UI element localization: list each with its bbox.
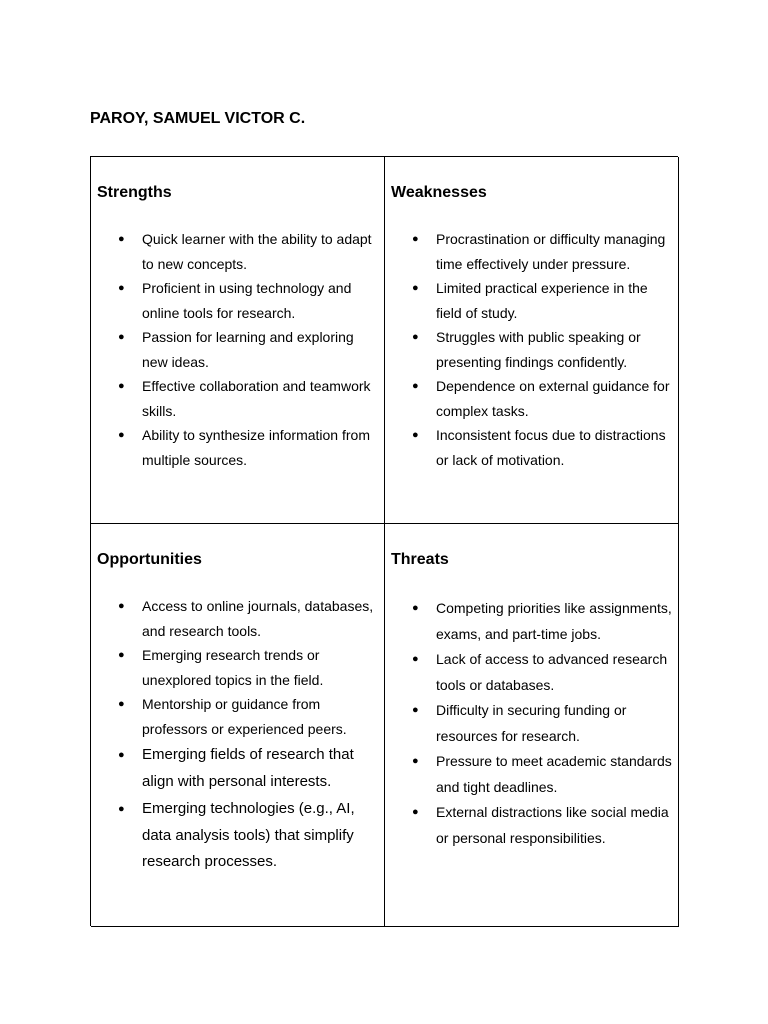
list-item: ● Access to online journals, databases, and research tools. <box>142 594 378 643</box>
list-item: ● Quick learner with the ability to adapt to new concepts. <box>142 227 378 276</box>
list-item: ● Proficient in using technology and online tools for research. <box>142 276 378 325</box>
list-item: ● Difficulty in securing funding or resources for research. <box>436 698 672 749</box>
list-item: ● Passion for learning and exploring new ideas. <box>142 325 378 374</box>
threats-heading: Threats <box>391 551 449 568</box>
list-item: ● Pressure to meet academic standards and tight deadlines. <box>436 749 672 800</box>
swot-table <box>90 156 678 926</box>
list-item: ● Ability to synthesize information from multiple sources. <box>142 423 378 472</box>
threats-cell <box>385 524 679 927</box>
opportunities-list <box>97 594 378 876</box>
weaknesses-list <box>391 227 672 472</box>
list-item: ● Inconsistent focus due to distractions or lack of motivation. <box>436 423 672 472</box>
weaknesses-heading: Weaknesses <box>391 184 487 201</box>
strengths-cell <box>91 157 385 524</box>
list-item: ● Emerging fields of research that align with personal interests. <box>142 742 378 795</box>
list-item: ● Emerging research trends or unexplored topics in the field. <box>142 643 378 692</box>
list-item: ● Procrastination or difficulty managing time effectively under pressure. <box>436 227 672 276</box>
weaknesses-cell <box>385 157 679 524</box>
list-item: ● Competing priorities like assignments, exams, and part-time jobs. <box>436 596 672 647</box>
list-item: ● Struggles with public speaking or presenting findings confidently. <box>436 325 672 374</box>
list-item: ● Lack of access to advanced research tools or databases. <box>436 647 672 698</box>
threats-list <box>391 596 672 851</box>
strengths-list <box>97 227 378 472</box>
list-item: ● Limited practical experience in the field of study. <box>436 276 672 325</box>
opportunities-heading: Opportunities <box>97 551 202 568</box>
list-item: ● External distractions like social media or personal responsibilities. <box>436 800 672 851</box>
list-item: ● Emerging technologies (e.g., AI, data analysis tools) that simplify research processes. <box>142 796 378 876</box>
list-item: ● Dependence on external guidance for complex tasks. <box>436 374 672 423</box>
strengths-heading: Strengths <box>97 184 172 201</box>
list-item: ● Mentorship or guidance from professors or experienced peers. <box>142 692 378 741</box>
opportunities-cell <box>91 524 385 927</box>
list-item: ● Effective collaboration and teamwork skills. <box>142 374 378 423</box>
document-title: PAROY, SAMUEL VICTOR C. <box>90 110 306 127</box>
